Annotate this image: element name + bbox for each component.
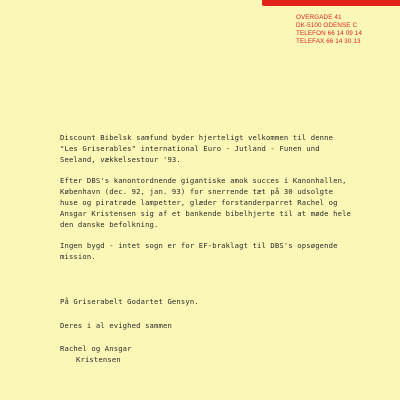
letter-signature	[60, 343, 390, 365]
text-line: På Griserabelt Godartet Gensyn.	[60, 297, 199, 306]
address-line: OVERGADE 41	[296, 14, 342, 21]
letter-paragraph-welcome	[60, 132, 390, 165]
address-line: TELEFAX 66 14 30 13	[296, 38, 361, 45]
letter-paragraph-mission	[60, 240, 390, 262]
address-line: TELEFON 66 14 09 14	[296, 30, 362, 37]
signature-line: Rachel og Ansgar	[60, 344, 132, 353]
text-line: Ingen bygd - intet sogn er for EF-braklagt til DBS's opsøgende	[60, 241, 338, 250]
signature-line: Kristensen	[76, 355, 121, 364]
letterhead-logo-band	[262, 0, 400, 6]
letter-closing-valediction	[60, 320, 390, 331]
text-line: huse og piratrøde lampetter, glæder forstanderparret Rachel og	[60, 198, 338, 207]
text-line: mission.	[60, 252, 96, 261]
text-line: den danske befolkning.	[60, 220, 159, 229]
text-line: "Les Griserables" international Euro - Jutland - Funen und	[60, 144, 320, 153]
text-line: Deres i al evighed sammen	[60, 321, 172, 330]
text-line: Ansgar Kristensen sig af et bankende bibelhjerte til at møde hele	[60, 209, 352, 218]
text-line: Efter DBS's kanontordnende gigantiske amok succes i Kanonhallen,	[60, 176, 347, 185]
letter-paragraph-success	[60, 175, 390, 230]
address-line: DK-5100 ODENSE C	[296, 22, 358, 29]
letter-closing-greeting	[60, 296, 390, 307]
letterhead-address	[296, 14, 396, 46]
text-line: Discount Bibelsk samfund byder hjerteligt velkommen til denne	[60, 133, 334, 142]
text-line: Seeland, vækkelsestour '93.	[60, 155, 181, 164]
text-line: København (dec. 92, jan. 93) for snerrende tæt på 30 udsolgte	[60, 187, 334, 196]
